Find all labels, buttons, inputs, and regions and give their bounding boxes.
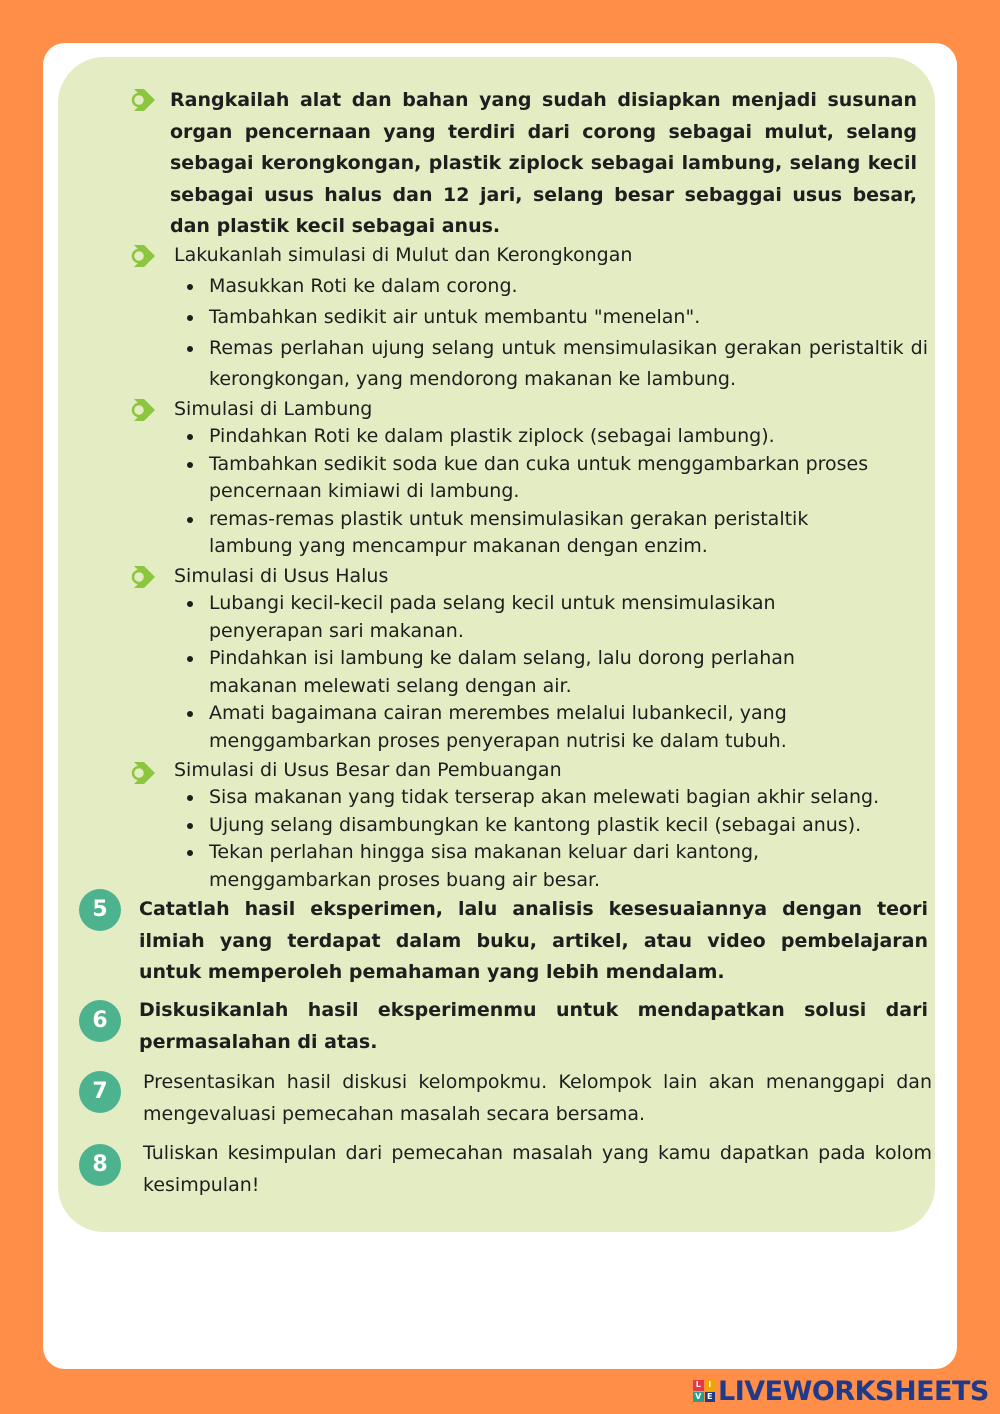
list-item: Pindahkan Roti ke dalam plastik ziplock (sebagai lambung). (175, 423, 928, 451)
list-item: Lubangi kecil-kecil pada selang kecil untuk mensimulasikan penyerapan sari makanan. (175, 590, 928, 645)
list-item: Tekan perlahan hingga sisa makanan keluar dari kantong, menggambarkan proses buang air besar. (175, 839, 928, 894)
list-item: Tambahkan sedikit soda kue dan cuka untuk menggambarkan proses pencernaan kimiawi di lambung. (175, 451, 928, 506)
section-list-large-intestine (175, 784, 928, 894)
assembly-instructions: Rangkailah alat dan bahan yang sudah disiapkan menjadi susunan organ pencernaan yang terdiri dari corong sebagai mulut, selang sebagai kerongkongan, plastik ziplock sebagai lambung, selang kecil sebagai usus halus dan 12 jari, selang besar sebaggai usus besar, dan plastik kecil sebagai anus. (170, 89, 917, 237)
list-item: Pindahkan isi lambung ke dalam selang, lalu dorong perlahan makanan melewati selang dengan air. (175, 645, 928, 700)
arrow-bullet-icon (128, 562, 158, 592)
list-item: Masukkan Roti ke dalam corong. (175, 271, 928, 302)
list-item: Amati bagaimana cairan merembes melalui lubankecil, yang menggambarkan proses penyerapan nutrisi ke dalam tubuh. (175, 700, 928, 755)
list-item: Sisa makanan yang tidak terserap akan melewati bagian akhir selang. (175, 784, 928, 812)
section-heading-small-intestine: Simulasi di Usus Halus (174, 565, 389, 587)
section-list-stomach (175, 423, 928, 561)
section-list-small-intestine (175, 590, 928, 755)
logo-grid-icon: L I V E (693, 1380, 715, 1402)
arrow-bullet-icon (128, 241, 158, 271)
arrow-bullet-icon (128, 395, 158, 425)
step-number-7: 7 (79, 1071, 121, 1113)
list-item: remas-remas plastik untuk mensimulasikan gerakan peristaltik lambung yang mencampur makanan dengan enzim. (175, 506, 928, 561)
list-item: Tambahkan sedikit air untuk membantu "menelan". (175, 302, 928, 333)
step-6-text: Diskusikanlah hasil eksperimenmu untuk mendapatkan solusi dari permasalahan di atas. (139, 999, 928, 1053)
step-number-6: 6 (79, 1000, 121, 1042)
section-heading-stomach: Simulasi di Lambung (174, 398, 373, 420)
section-heading-large-intestine: Simulasi di Usus Besar dan Pembuangan (174, 759, 562, 781)
step-number-8: 8 (79, 1144, 121, 1186)
list-item: Remas perlahan ujung selang untuk mensimulasikan gerakan peristaltik di kerongkongan, yang mendorong makanan ke lambung. (175, 333, 928, 395)
step-8-text: Tuliskan kesimpulan dari pemecahan masalah yang kamu dapatkan pada kolom kesimpulan! (143, 1142, 932, 1196)
step-number-5: 5 (79, 889, 121, 931)
step-5-text: Catatlah hasil eksperimen, lalu analisis kesesuaiannya dengan teori ilmiah yang terdapat dalam buku, artikel, atau video pembelajaran untuk memperoleh pemahaman yang lebih mendalam. (139, 898, 928, 983)
arrow-bullet-icon (128, 758, 158, 788)
section-heading-mouth: Lakukanlah simulasi di Mulut dan Kerongkongan (174, 244, 633, 266)
step-7-text: Presentasikan hasil diskusi kelompokmu. Kelompok lain akan menanggapi dan mengevaluasi pemecahan masalah secara bersama. (143, 1071, 932, 1125)
liveworksheets-logo[interactable] (693, 1376, 989, 1406)
arrow-bullet-icon (128, 85, 158, 115)
section-list-mouth (175, 271, 928, 395)
list-item: Ujung selang disambungkan ke kantong plastik kecil (sebagai anus). (175, 812, 928, 840)
logo-text: LIVEWORKSHEETS (718, 1375, 989, 1407)
